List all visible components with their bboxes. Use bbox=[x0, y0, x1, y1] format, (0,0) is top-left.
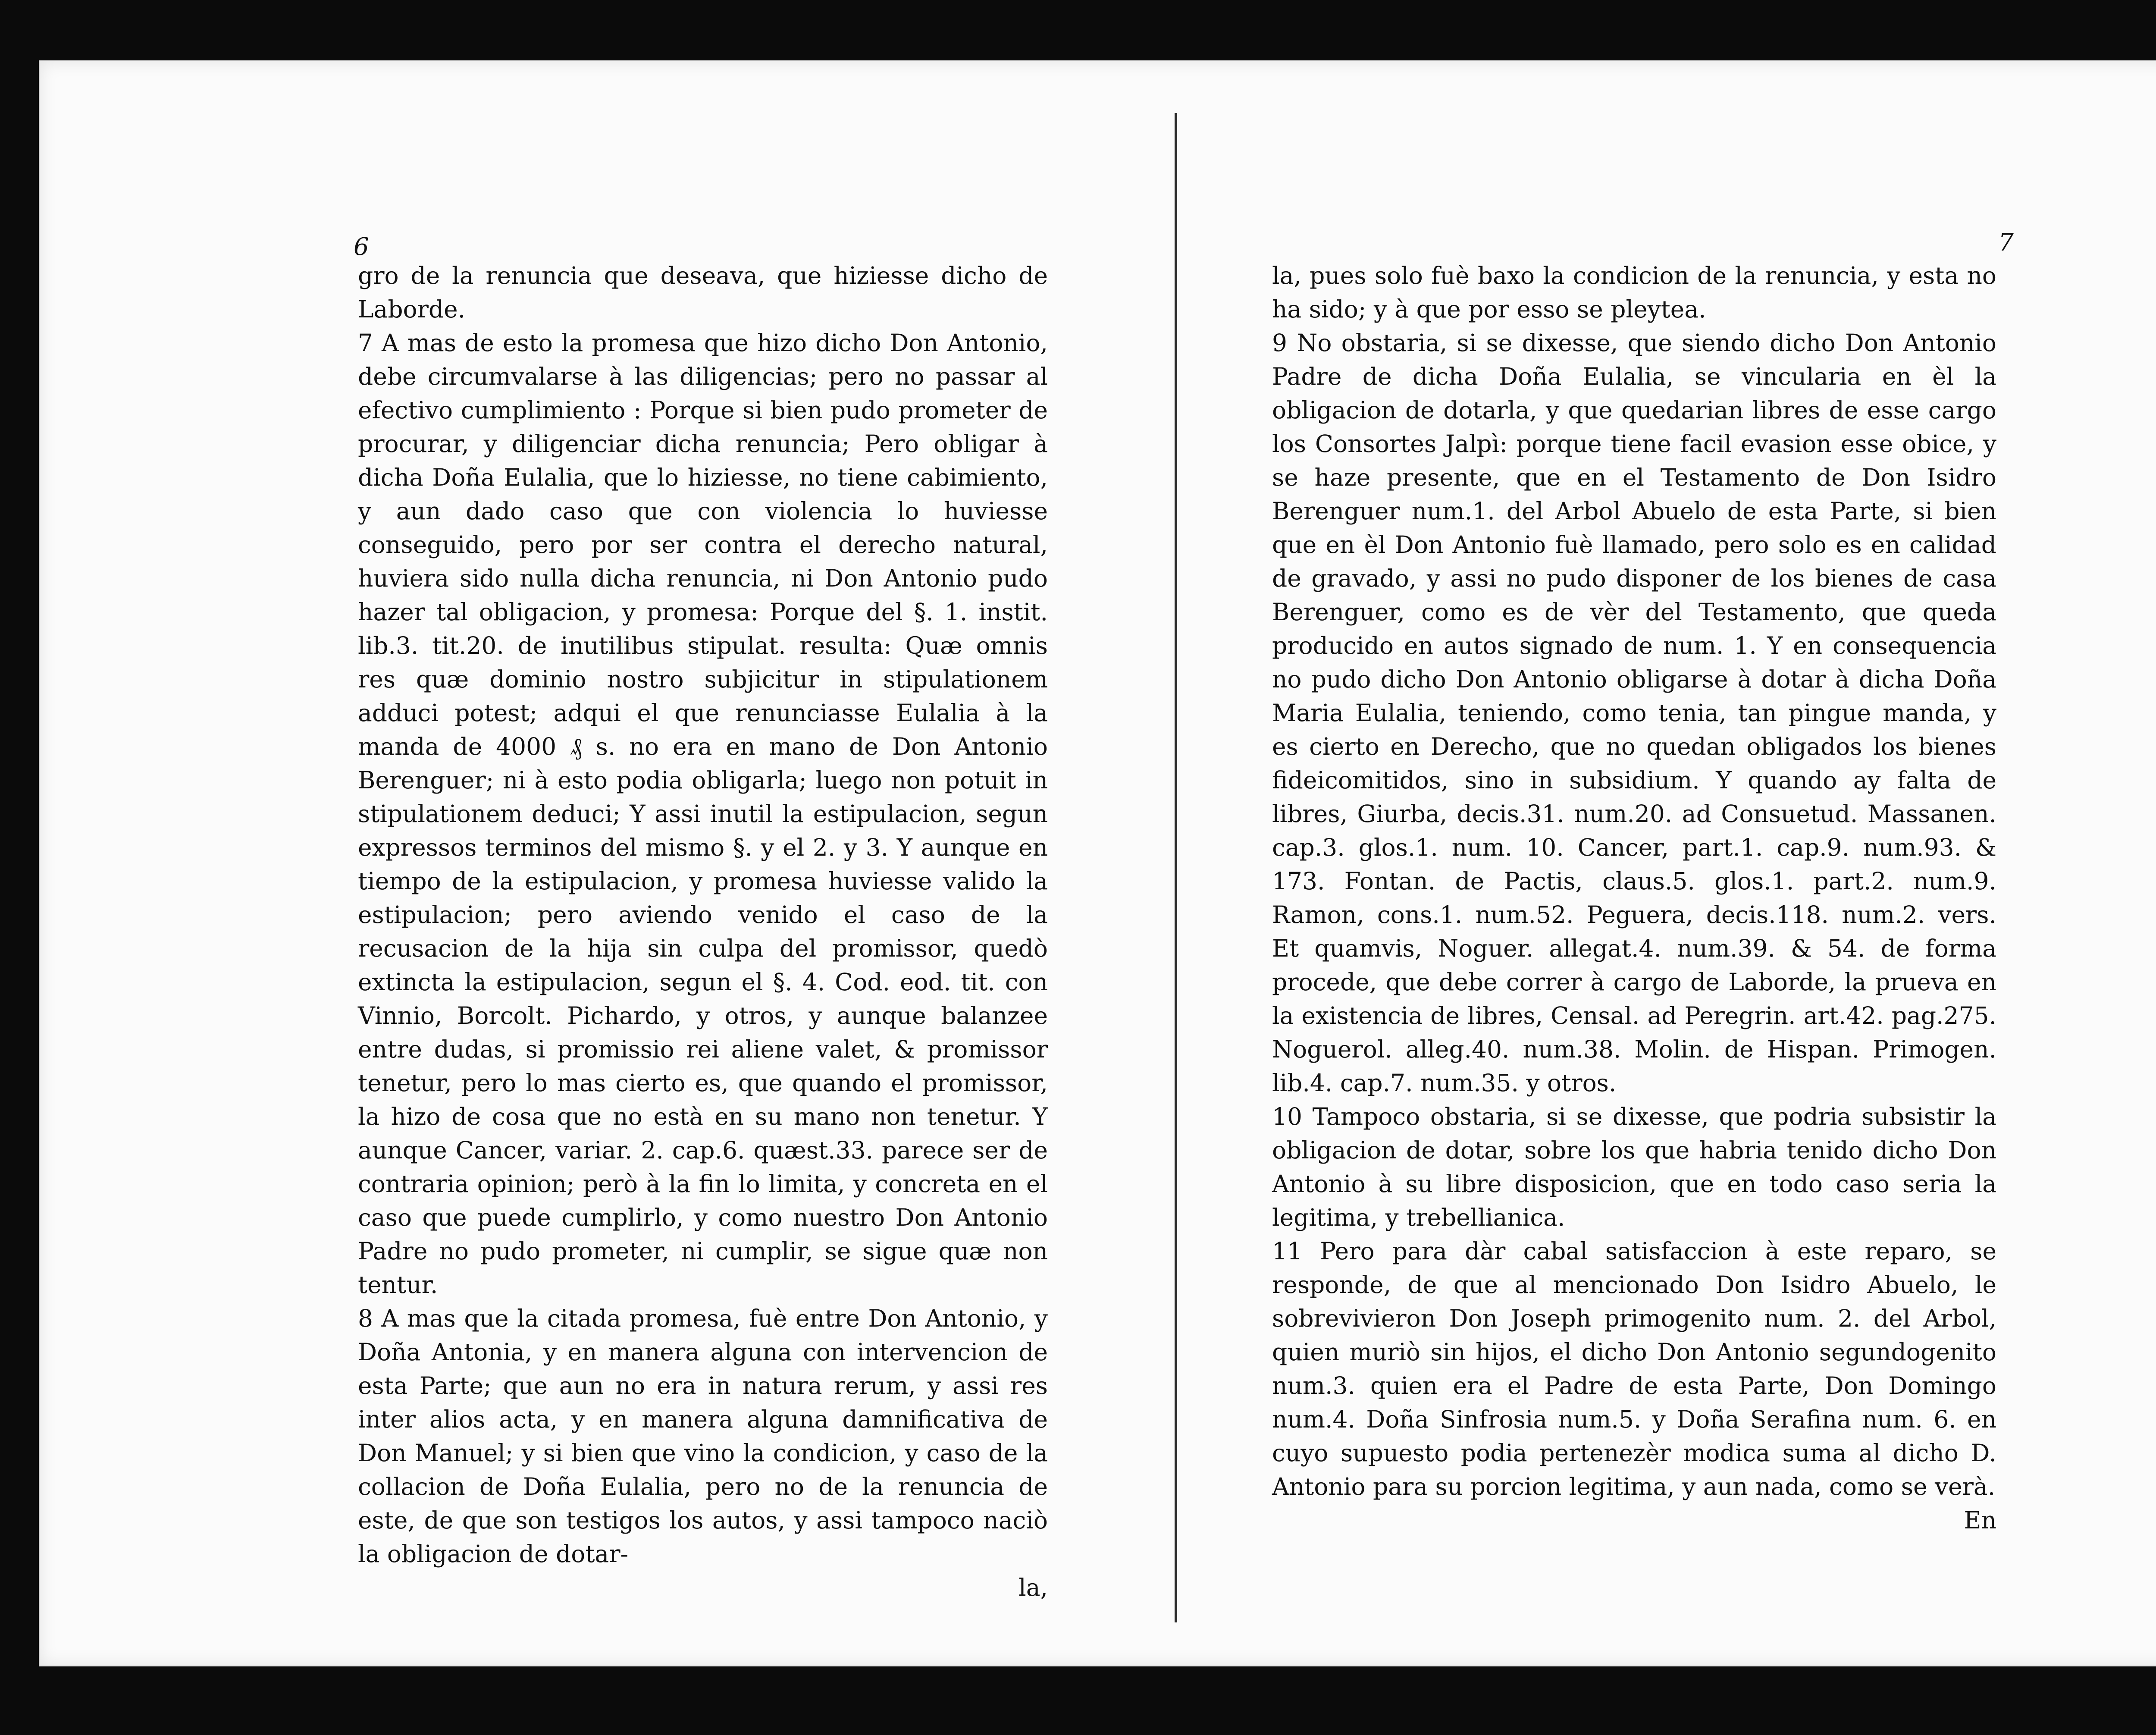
right-page-number: 7 bbox=[1998, 229, 2014, 257]
left-page bbox=[354, 233, 1048, 1604]
left-paragraph: 7 A mas de esto la promesa que hizo dicho Don Antonio, debe circumvalarse à las diligencias; pero no passar al efectivo cumplimiento : Porque si bien pudo prometer de procurar, y diligenciar dicha renuncia; Pero obligar à dicha Doña Eulalia, que lo hiziesse, no tiene cabimiento, y aun dado caso que con violencia lo huviesse conseguido, pero por ser contra el derecho natural, huviera sido nulla dicha renuncia, ni Don Antonio pudo hazer tal obligacion, y promesa: Porque del §. 1. instit. lib.3. tit.20. de inutilibus stipulat. resulta: Quæ omnis res quæ dominio nostro subjicitur in stipulationem adduci potest; adqui el que renunciasse Eulalia à la manda de 4000 ₰ s. no era en mano de Don Antonio Berenguer; ni à esto podia obligarla; luego non potuit in stipulationem deduci; Y assi inutil la estipulacion, segun expressos terminos del mismo §. y el 2. y 3. Y aunque en tiempo de la estipulacion, y promesa huviesse valido la estipulacion; pero aviendo venido el caso de la recusacion de la hija sin culpa del promissor, quedò extincta la estipulacion, segun el §. 4. Cod. eod. tit. con Vinnio, Borcolt. Pichardo, y otros, y aunque balanzee entre dudas, si promissio rei aliene valet, & promissor tenetur, pero lo mas cierto es, que quando el promissor, la hizo de cosa que no està en su mano non tenetur. Y aunque Cancer, variar. 2. cap.6. quæst.33. parece ser de contraria opinion; però à la fin lo limita, y concreta en el caso que puede cumplirlo, y como nuestro Don Antonio Padre no pudo prometer, ni cumplir, se sigue quæ non tentur. bbox=[358, 329, 1048, 1299]
right-paragraph: 11 Pero para dàr cabal satisfaccion à este reparo, se responde, de que al mencionado Don Isidro Abuelo, le sobrevivieron Don Joseph primogenito num. 2. del Arbol, quien muriò sin hijos, el dicho Don Antonio segundogenito num.3. quien era el Padre de esta Parte, Don Domingo num.4. Doña Sinfrosia num.5. y Doña Serafina num. 6. en cuyo supuesto podia pertenezèr modica suma al dicho D. Antonio para su porcion legitima, y aun nada, como se verà. bbox=[1272, 1237, 1996, 1500]
right-paragraph: la, pues solo fuè baxo la condicion de la renuncia, y esta no ha sido; y à que por esso se pleytea. bbox=[1272, 262, 1996, 323]
left-page-number: 6 bbox=[354, 233, 369, 261]
right-catchword: En bbox=[1964, 1506, 1996, 1534]
book-gutter bbox=[1175, 113, 1177, 1622]
left-catchword: la, bbox=[1018, 1574, 1048, 1601]
right-page bbox=[1272, 229, 2014, 1537]
left-paragraph: 8 A mas que la citada promesa, fuè entre Don Antonio, y Doña Antonia, y en manera alguna con intervencion de esta Parte; que aun no era in natura rerum, y assi res inter alios acta, y en manera alguna damnificativa de Don Manuel; y si bien que vino la condicion, y caso de la collacion de Doña Eulalia, pero no de la renuncia de este, de que son testigos los autos, y assi tampoco naciò la obligacion de dotar- bbox=[358, 1305, 1048, 1568]
right-paragraph: 9 No obstaria, si se dixesse, que siendo dicho Don Antonio Padre de dicha Doña Eulalia, se vincularia en èl la obligacion de dotarla, y que quedarian libres de esse cargo los Consortes Jalpì: porque tiene facil evasion esse obice, y se haze presente, que en el Testamento de Don Isidro Berenguer num.1. del Arbol Abuelo de esta Parte, si bien que en èl Don Antonio fuè llamado, pero solo es en calidad de gravado, y assi no pudo disponer de los bienes de casa Berenguer, como es de vèr del Testamento, que queda producido en autos signado de num. 1. Y en consequencia no pudo dicho Don Antonio obligarse à dotar à dicha Doña Maria Eulalia, teniendo, como tenia, tan pingue manda, y es cierto en Derecho, que no quedan obligados los bienes fideicomitidos, sino in subsidium. Y quando ay falta de libres, Giurba, decis.31. num.20. ad Consuetud. Massanen. cap.3. glos.1. num. 10. Cancer, part.1. cap.9. num.93. & 173. Fontan. de Pactis, claus.5. glos.1. part.2. num.9. Ramon, cons.1. num.52. Peguera, decis.118. num.2. vers. Et quamvis, Noguer. allegat.4. num.39. & 54. de forma procede, que debe correr à cargo de Laborde, la prueva en la existencia de libres, Censal. ad Peregrin. art.42. pag.275. Noguerol. alleg.40. num.38. Molin. de Hispan. Primogen. lib.4. cap.7. num.35. y otros. bbox=[1272, 329, 1996, 1097]
right-paragraph: 10 Tampoco obstaria, si se dixesse, que podria subsistir la obligacion de dotar, sobre los que habria tenido dicho Don Antonio à su libre disposicion, que en todo caso seria la legitima, y trebellianica. bbox=[1272, 1103, 1996, 1231]
left-paragraph: gro de la renuncia que deseava, que hiziesse dicho de Laborde. bbox=[358, 262, 1048, 323]
